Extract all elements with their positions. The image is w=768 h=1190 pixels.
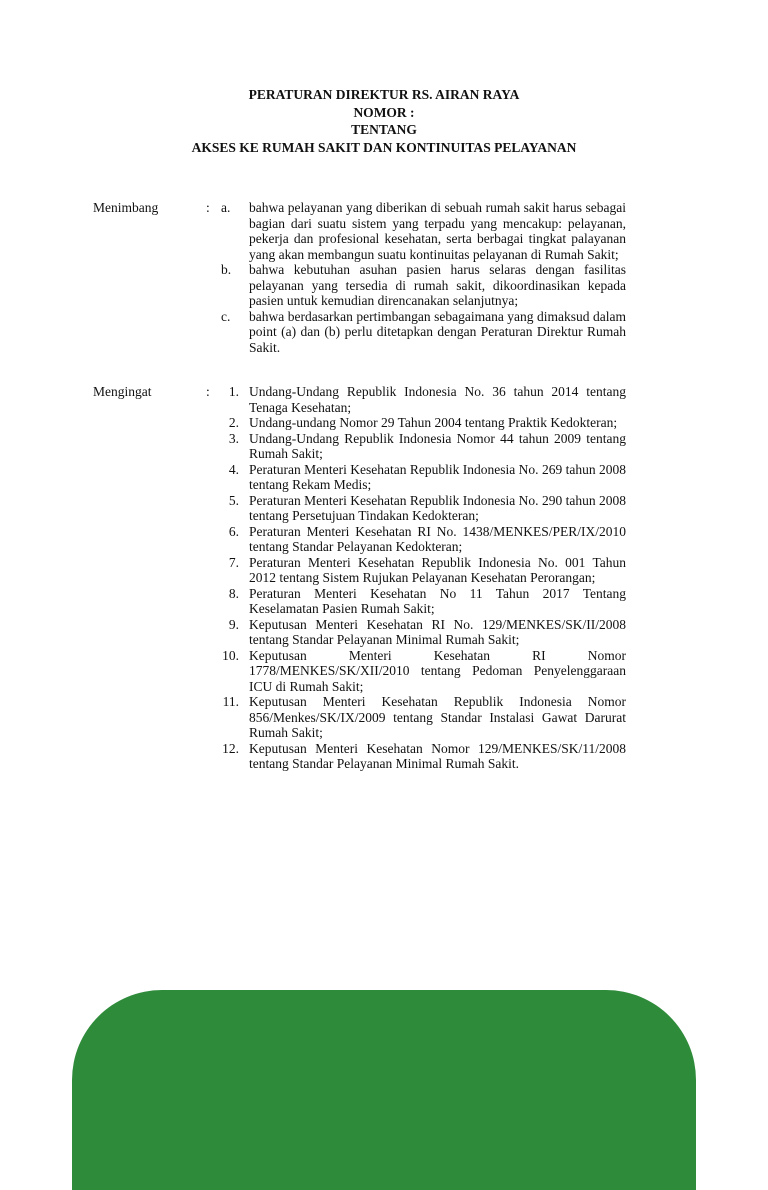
list-text: Keputusan Menteri Kesehatan RI No. 129/MENKES/SK/II/2008 tentang Standar Pelayanan Minimal Rumah Sakit; (249, 616, 626, 647)
list-item (93, 648, 626, 695)
list-item (93, 200, 626, 262)
list-marker: b. (221, 262, 232, 277)
list-text: Peraturan Menteri Kesehatan Republik Indonesia No. 290 tahun 2008 tentang Persetujuan Tindakan Kedokteran; (249, 492, 626, 523)
list-marker: 8. (228, 585, 239, 601)
list-marker: 3. (228, 430, 239, 446)
list-text: Keputusan Menteri Kesehatan Nomor 129/MENKES/SK/11/2008 tentang Standar Pelayanan Minimal Rumah Sakit. (249, 740, 626, 771)
list-text: Peraturan Menteri Kesehatan Republik Indonesia No. 269 tahun 2008 tentang Rekam Medis; (249, 461, 626, 492)
list-marker: a. (221, 200, 231, 215)
mengingat-list (93, 384, 626, 772)
title-line-3: TENTANG (351, 122, 417, 137)
section-colon: : (206, 384, 210, 399)
list-marker: 7. (228, 554, 239, 570)
list-text: Undang-undang Nomor 29 Tahun 2004 tentang Praktik Kedokteran; (249, 415, 618, 430)
list-marker: 1. (228, 384, 239, 399)
list-marker: 12. (222, 740, 239, 756)
list-item (93, 586, 626, 617)
list-marker: 9. (228, 616, 239, 632)
list-text: bahwa pelayanan yang diberikan di sebuah rumah sakit harus sebagai bagian dari suatu sistem yang terpadu yang mencakup: pelayanan, pekerja dan profesional kesehatan, serta berbagai tingkat palayanan yang akan membangun suatu kontinuitas pelayanan di Rumah Sakit; (249, 200, 626, 262)
title-line-1: PERATURAN DIREKTUR RS. AIRAN RAYA (248, 87, 520, 102)
list-item (93, 309, 626, 356)
section-colon: : (206, 200, 210, 215)
list-text: Keputusan Menteri Kesehatan Republik Indonesia Nomor 856/Menkes/SK/IX/2009 tentang Standar Instalasi Gawat Darurat Rumah Sakit; (249, 694, 626, 740)
list-marker: c. (221, 308, 231, 324)
list-text: Undang-Undang Republik Indonesia Nomor 44 tahun 2009 tentang Rumah Sakit; (249, 430, 626, 461)
list-item (93, 524, 626, 555)
list-item (93, 694, 626, 741)
list-marker: 11. (222, 694, 239, 709)
list-item (93, 493, 626, 524)
footer-green-shape (72, 990, 696, 1190)
title-line-4: AKSES KE RUMAH SAKIT DAN KONTINUITAS PELAYANAN (191, 139, 577, 155)
list-text: Undang-Undang Republik Indonesia No. 36 tahun 2014 tentang Tenaga Kesehatan; (249, 384, 626, 415)
list-item (93, 262, 626, 309)
list-marker: 10. (222, 647, 239, 663)
list-marker: 5. (228, 492, 239, 508)
list-marker: 6. (228, 523, 239, 539)
list-item (93, 555, 626, 586)
section-label: Mengingat (93, 384, 152, 399)
list-marker: 2. (228, 415, 239, 430)
list-marker: 4. (228, 461, 239, 477)
list-text: bahwa berdasarkan pertimbangan sebagaimana yang dimaksud dalam point (a) dan (b) perlu ditetapkan dengan Peraturan Direktur Rumah Sakit. (249, 308, 626, 355)
document-title (0, 86, 768, 156)
list-text: Peraturan Menteri Kesehatan No 11 Tahun 2017 Tentang Keselamatan Pasien Rumah Sakit; (249, 585, 626, 616)
list-item (93, 431, 626, 462)
list-item (93, 462, 626, 493)
list-item (93, 617, 626, 648)
list-item (93, 415, 626, 431)
title-line-2: NOMOR : (353, 104, 415, 120)
list-text: bahwa kebutuhan asuhan pasien harus selaras dengan fasilitas pelayanan yang tersedia di rumah sakit, dikoordinasikan kepada pasien untuk kemudian direncanakan selanjutnya; (249, 262, 626, 308)
list-text: Keputusan Menteri Kesehatan RI Nomor 1778/MENKES/SK/XII/2010 tentang Pedoman Penyelenggaraan ICU di Rumah Sakit; (249, 647, 626, 694)
section-label: Menimbang (93, 200, 159, 215)
list-text: Peraturan Menteri Kesehatan RI No. 1438/MENKES/PER/IX/2010 tentang Standar Pelayanan Kedokteran; (249, 523, 626, 554)
list-text: Peraturan Menteri Kesehatan Republik Indonesia No. 001 Tahun 2012 tentang Sistem Rujukan Pelayanan Kesehatan Perorangan; (249, 554, 626, 585)
list-item (93, 741, 626, 772)
menimbang-list (93, 200, 626, 355)
list-item (93, 384, 626, 415)
